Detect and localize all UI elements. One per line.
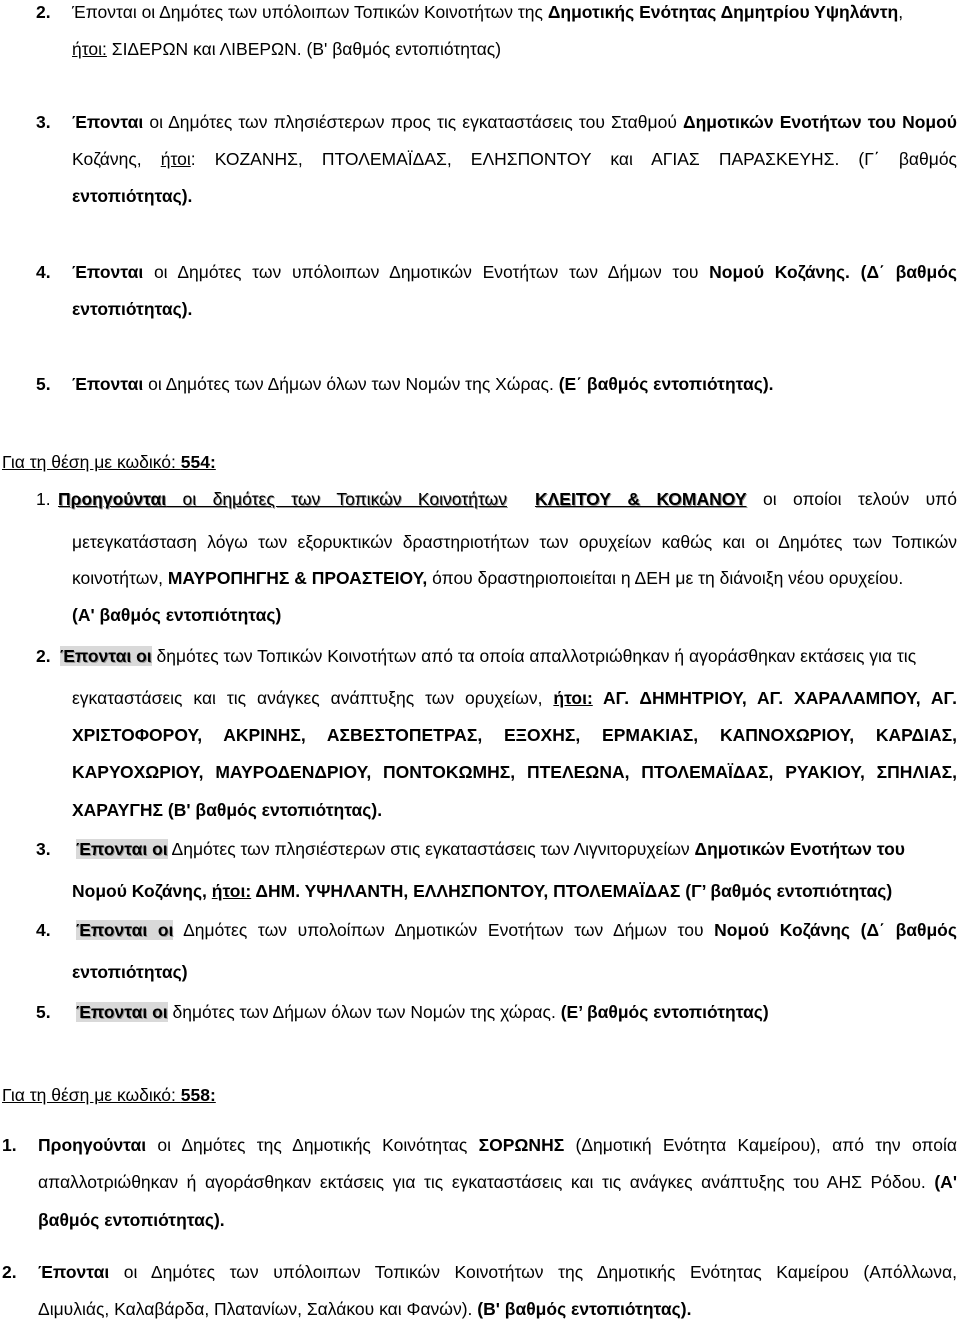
item-text-bold: ΚΛΕΙΤΟΥ & ΚΟΜΑΝΟΥ	[534, 489, 747, 509]
list-item-3-block1-line2	[72, 141, 957, 178]
list-item-554-3-line2	[72, 873, 957, 910]
item-text-underlined: ήτοι:	[72, 39, 107, 59]
item-text: Διμυλιάς, Καλαβάρδα, Πλατανίων, Σαλάκου και Φανών).	[38, 1299, 478, 1319]
list-item-554-1	[36, 481, 957, 518]
item-text: Δημότες των πλησιέστερων στις εγκαταστάσεις των Λιγνιτορυχείων	[167, 839, 695, 859]
list-item-554-4-line2	[72, 954, 948, 991]
item-number: 2.	[36, 2, 51, 22]
item-text-bold: Έπονται	[72, 262, 144, 282]
section-heading-554	[2, 450, 216, 474]
item-text: Κοζάνης,	[72, 149, 161, 169]
item-number: 3.	[36, 112, 51, 132]
section-heading-text: Για τη θέση με κωδικό:	[2, 452, 181, 472]
list-item-554-2-line5	[72, 792, 948, 829]
item-number: 5.	[36, 374, 51, 394]
item-text-bold: Προηγούνται	[38, 1135, 147, 1155]
item-text: Έπονται οι Δημότες των υπόλοιπων Τοπικών Κοινοτήτων της	[72, 2, 548, 22]
item-text: μετεγκατάσταση λόγω των εξορυκτικών δραστηριοτήτων των ορυχείων καθώς και οι Δημότες των Τοπικών	[72, 532, 957, 552]
item-text: οι Δημότες των Δήμων όλων των Νομών της Χώρας.	[143, 374, 559, 394]
item-text-bold: Νομού Κοζάνης,	[72, 881, 212, 901]
item-text-bold: Δημοτικών Ενοτήτων του Νομού	[683, 112, 957, 132]
list-item-554-1-line2	[72, 524, 957, 561]
item-text-underlined: ήτοι:	[553, 688, 593, 708]
list-item-558-1-line3	[38, 1202, 938, 1239]
item-text: οι οποίοι τελούν υπό	[746, 489, 957, 509]
list-item-558-1	[2, 1127, 957, 1164]
item-text-bold: (Α'	[934, 1172, 957, 1192]
item-text-bold: βαθμός εντοπιότητας).	[38, 1210, 225, 1230]
item-text: δημότες των Δήμων όλων των Νομών της χώρας.	[167, 1002, 561, 1022]
item-text-bold: Έπονται	[72, 374, 144, 394]
item-text: οι Δημότες της Δημοτικής Κοινότητας	[146, 1135, 479, 1155]
item-number: 3.	[36, 839, 51, 859]
item-text-bold: Δημοτικών Ενοτήτων του	[694, 839, 905, 859]
item-text-bold: ΣΟΡΩΝΗΣ	[478, 1135, 565, 1155]
list-item-558-2	[2, 1254, 957, 1291]
list-item-554-2	[36, 638, 957, 675]
list-item-554-2-line4	[72, 754, 957, 791]
list-item-3-block1-line3	[72, 178, 948, 215]
list-item-4-block1-line2	[72, 291, 948, 328]
item-number: 1.	[36, 489, 51, 509]
item-number: 1.	[2, 1135, 17, 1155]
item-text-underlined: ήτοι	[160, 149, 191, 169]
section-heading-code: 554:	[180, 452, 216, 472]
item-text-bold: εντοπιότητας).	[72, 299, 193, 319]
item-number: 4.	[36, 262, 51, 282]
list-item-554-5	[36, 994, 957, 1031]
item-text-bold: ΑΓ. ΔΗΜΗΤΡΙΟΥ, ΑΓ. ΧΑΡΑΛΑΜΠΟΥ, ΑΓ.	[592, 688, 957, 708]
list-item-558-1-line2	[38, 1164, 957, 1201]
item-text-bold: (Β' βαθμός εντοπιότητας).	[477, 1299, 692, 1319]
item-text-bold: Νομού Κοζάνης	[709, 262, 846, 282]
item-text-bold: εντοπιότητας).	[72, 186, 193, 206]
item-text-bold: ΧΡΙΣΤΟΦΟΡΟΥ, ΑΚΡΙΝΗΣ, ΑΣΒΕΣΤΟΠΕΤΡΑΣ, ΕΞΟΧΗΣ, ΕΡΜΑΚΙΑΣ, ΚΑΠΝΟΧΩΡΙΟΥ, ΚΑΡΔΙΑΣ,	[72, 725, 957, 745]
item-text-bold: (Α' βαθμός εντοπιότητας)	[72, 605, 282, 625]
item-number: 2.	[36, 646, 51, 666]
item-text-highlight: Έπονται οι	[76, 1002, 168, 1022]
list-item-554-2-line3	[72, 717, 957, 754]
section-heading-text: Για τη θέση με κωδικό:	[2, 1085, 181, 1105]
item-text: κοινοτήτων,	[72, 568, 168, 588]
list-item-2-block1	[36, 0, 948, 31]
item-text: ΣΙΔΕΡΩΝ και ΛΙΒΕΡΩΝ. (Β' βαθμός εντοπιότητας)	[106, 39, 502, 59]
item-text-bold: Έπονται	[38, 1262, 110, 1282]
item-text-bold: . (Δ΄ βαθμός	[845, 262, 957, 282]
list-item-5-block1	[36, 366, 948, 403]
item-text-underlined: ήτοι:	[211, 881, 252, 901]
list-item-554-1-line4	[72, 597, 948, 634]
list-item-554-2-line2	[72, 680, 957, 717]
list-item-554-1-line3	[72, 560, 957, 597]
item-text-bold: ΜΑΥΡΟΠΗΓΗΣ & ΠΡΟΑΣΤΕΙΟΥ,	[167, 568, 428, 588]
item-text: Δημότες των υπολοίπων Δημοτικών Ενοτήτων των Δήμων του	[173, 920, 715, 940]
list-item-554-4	[36, 912, 957, 949]
item-text: δημότες των Τοπικών Κοινοτήτων από τα οποία απαλλοτριώθηκαν ή αγοράσθηκαν εκτάσεις για τις	[151, 646, 917, 666]
item-text-bold: (Ε’ βαθμός εντοπιότητας)	[560, 1002, 769, 1022]
item-text: (Δημοτική Ενότητα Καμείρου), από την οποία	[564, 1135, 957, 1155]
item-text-bold: (Ε΄ βαθμός εντοπιότητας).	[558, 374, 774, 394]
item-text-highlight: Έπονται οι	[60, 646, 152, 666]
item-text-bold: ΧΑΡΑΥΓΗΣ (Β' βαθμός εντοπιότητας).	[72, 800, 383, 820]
item-text-bold: Νομού Κοζάνης (Δ΄ βαθμός	[714, 920, 957, 940]
item-text-highlight: Έπονται οι	[76, 920, 174, 940]
item-text: οι δημότες των Τοπικών Κοινοτήτων	[166, 489, 507, 509]
list-item-4-block1	[36, 254, 957, 291]
item-text: εγκαταστάσεις και τις ανάγκες ανάπτυξης των ορυχείων,	[72, 688, 554, 708]
list-item-554-3	[36, 831, 957, 868]
item-text: ,	[898, 2, 904, 22]
item-text-bold: Προηγούνται	[58, 489, 167, 509]
list-item-3-block1	[36, 104, 957, 141]
list-item-558-2-line2	[38, 1291, 938, 1328]
item-text-bold: ΔΗΜ. ΥΨΗΛΑΝΤΗ, ΕΛΛΗΣΠΟΝΤΟΥ, ΠΤΟΛΕΜΑΪΔΑΣ (Γ’ βαθμός εντοπιότητας)	[251, 881, 893, 901]
item-text-bold: εντοπιότητας)	[72, 962, 188, 982]
item-text-bold: Έπονται	[72, 112, 144, 132]
item-number: 2.	[2, 1262, 17, 1282]
section-heading-558	[2, 1083, 216, 1107]
item-text-bold: ΚΑΡΥΟΧΩΡΙΟΥ, ΜΑΥΡΟΔΕΝΔΡΙΟΥ, ΠΟΝΤΟΚΩΜΗΣ, ΠΤΕΛΕΩΝΑ, ΠΤΟΛΕΜΑΪΔΑΣ, ΡΥΑΚΙΟΥ, ΣΠΗΛΙΑΣ,	[72, 762, 957, 782]
item-text: απαλλοτριώθηκαν ή αγοράσθηκαν εκτάσεις για τις εγκαταστάσεις και τις ανάγκες ανάπτυξης του ΑΗΣ Ρόδου.	[38, 1172, 935, 1192]
item-text: όπου δραστηριοποιείται η ΔΕΗ με τη διάνοιξη νέου ορυχείου.	[427, 568, 904, 588]
item-text: : ΚΟΖΑΝΗΣ, ΠΤΟΛΕΜΑΪΔΑΣ, ΕΛΗΣΠΟΝΤΟΥ και ΑΓΙΑΣ ΠΑΡΑΣΚΕΥΗΣ. (Γ΄ βαθμός	[190, 149, 957, 169]
list-item-2-block1-line2	[72, 31, 948, 68]
item-text-bold: Δημοτικής Ενότητας Δημητρίου Υψηλάντη	[547, 2, 899, 22]
item-text: οι Δημότες των πλησιέστερων προς τις εγκαταστάσεις του Σταθμού	[143, 112, 684, 132]
item-text: οι Δημότες των υπόλοιπων Τοπικών Κοινοτήτων της Δημοτικής Ενότητας Καμείρου (Απόλλωνα,	[109, 1262, 957, 1282]
section-heading-code: 558:	[180, 1085, 216, 1105]
item-number: 4.	[36, 920, 51, 940]
item-text: οι Δημότες των υπόλοιπων Δημοτικών Ενοτήτων των Δήμων του	[143, 262, 710, 282]
item-number: 5.	[36, 1002, 51, 1022]
item-text-highlight: Έπονται οι	[76, 839, 168, 859]
